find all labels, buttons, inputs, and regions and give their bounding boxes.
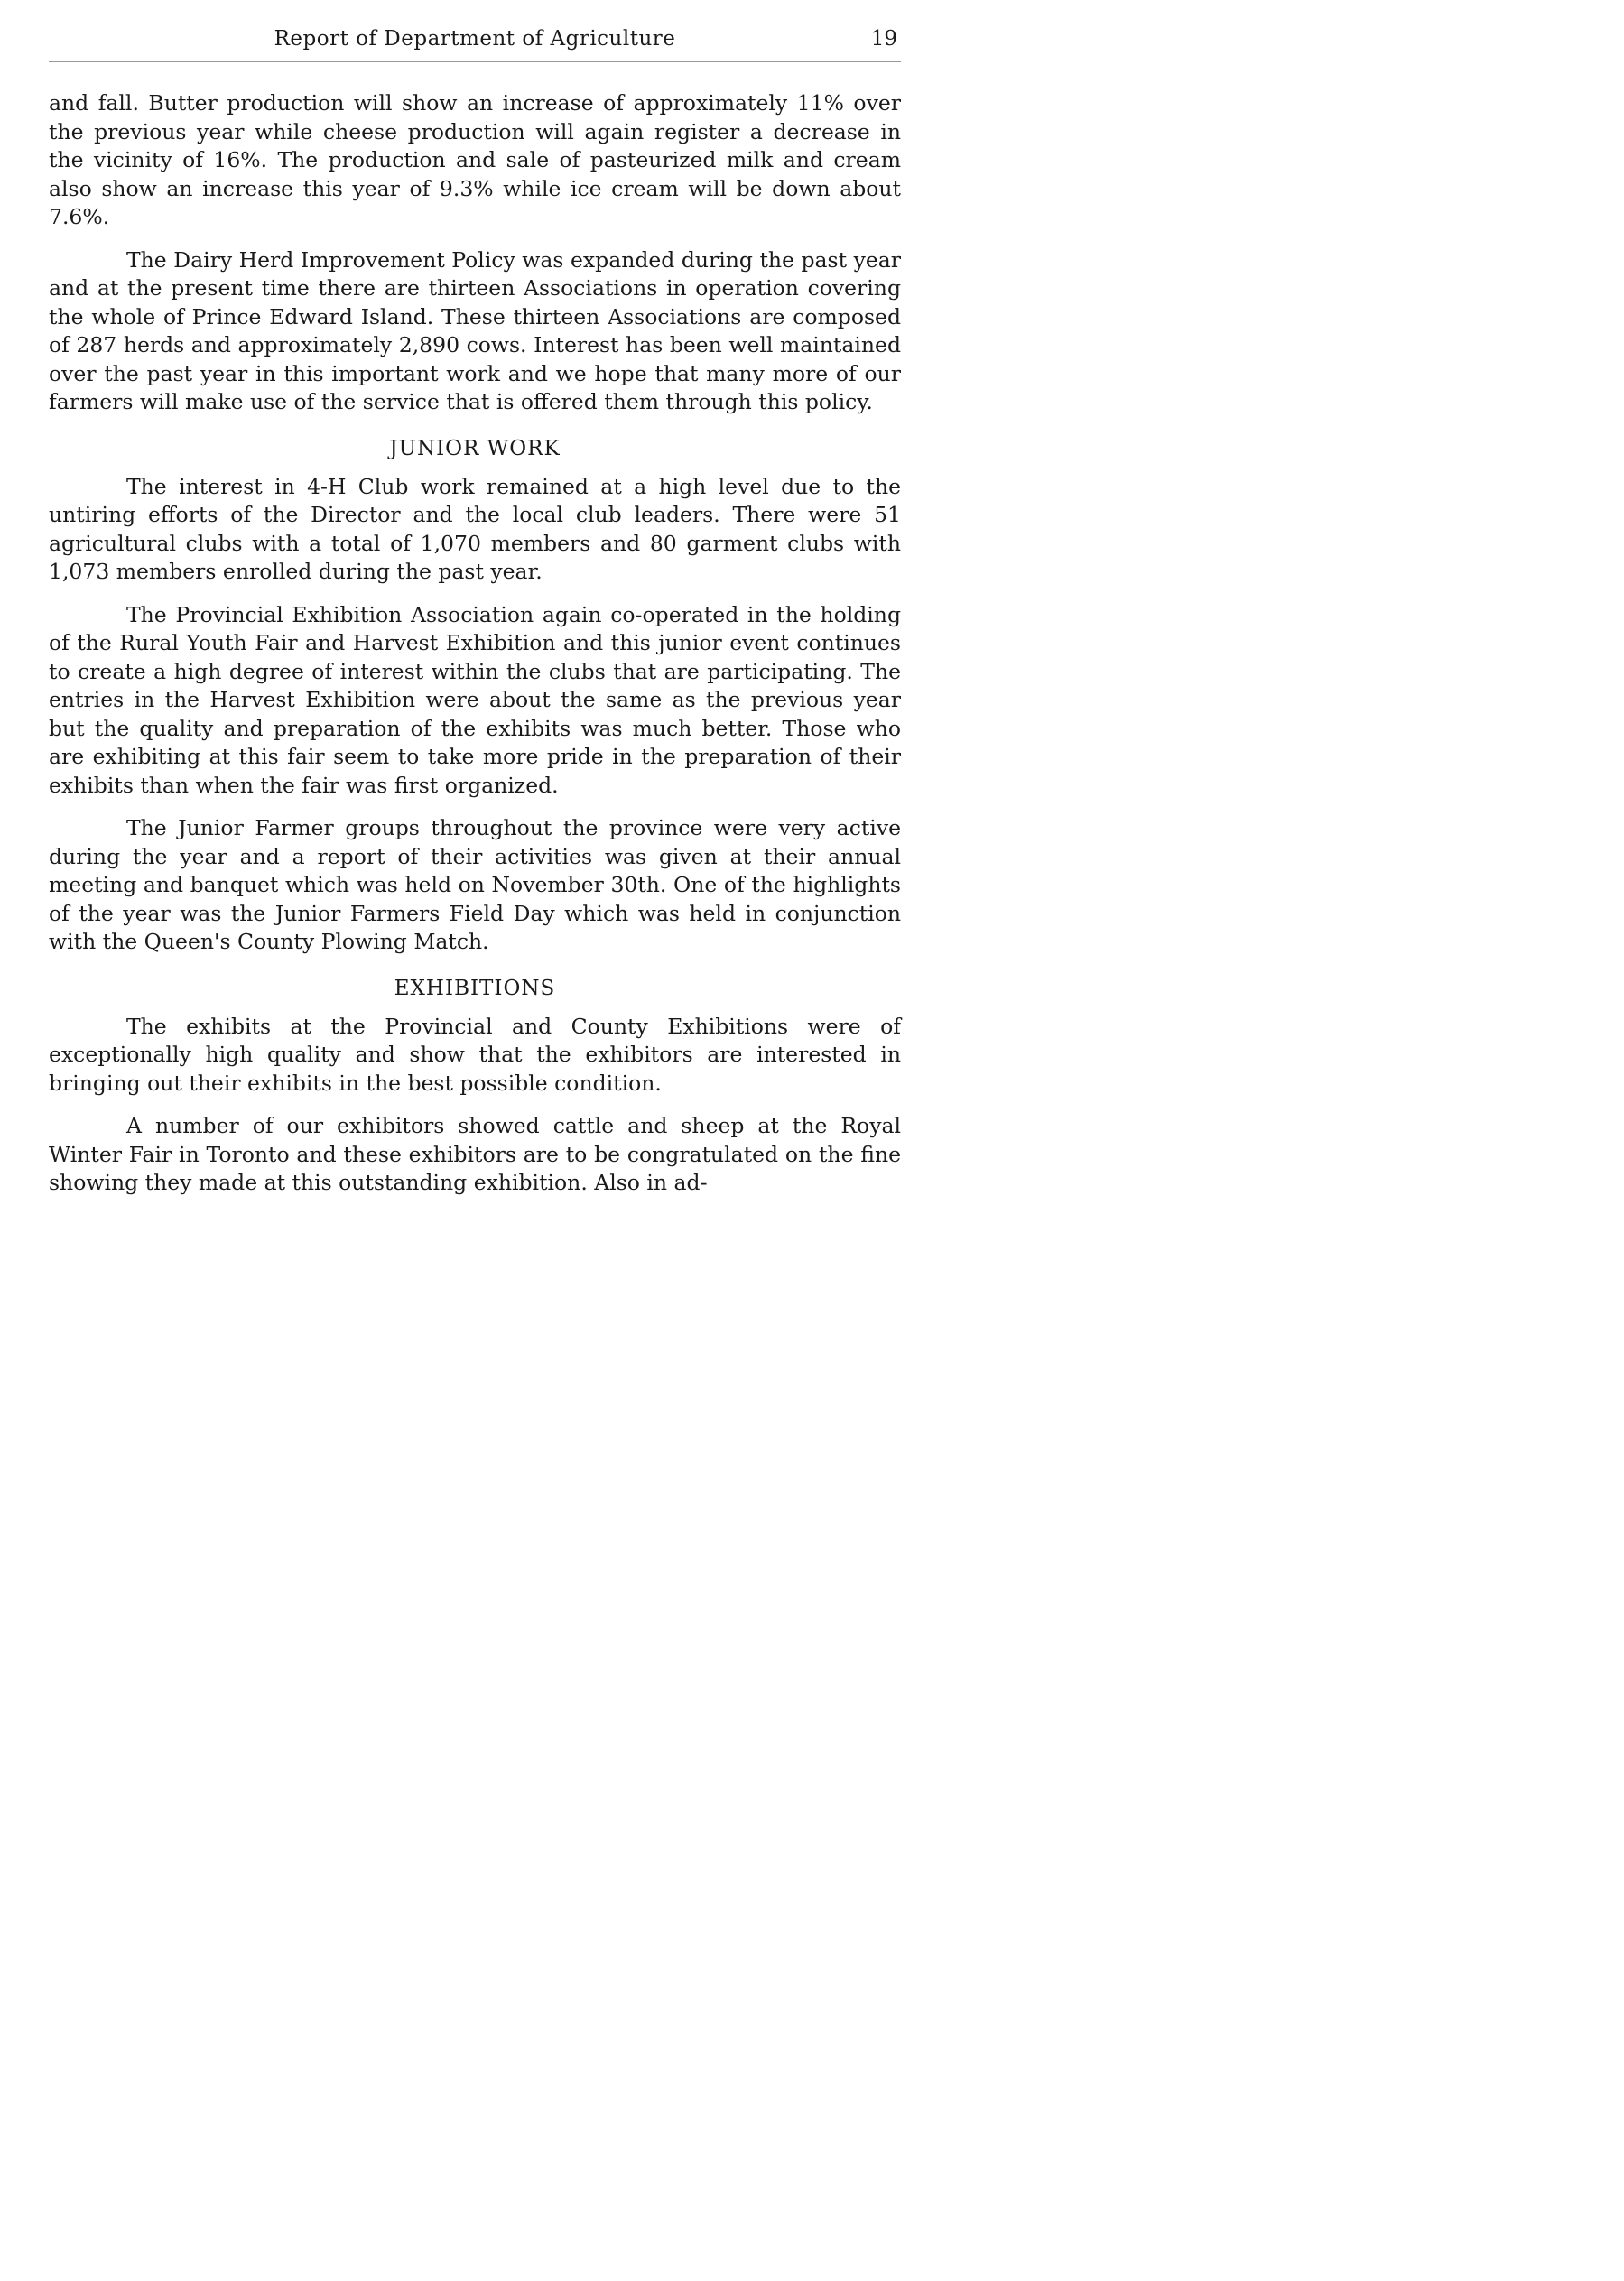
paragraph-rural-youth-fair: The Provincial Exhibition Association again co-operated in the holding of the Rural Youth Fair and Harvest Exhibition and this junior event continues to create a high degree of interest within the clubs that are participating. The entries in the Harvest Exhibition were about the same as the previous year but the quality and preparation of the exhibits was much better. Those who are exhibiting at this fair seem to take more pride in the preparation of their exhibits than when the fair was first organized. [49,601,901,798]
paragraph-provincial-exhibitions: The exhibits at the Provincial and County Exhibitions were of exceptionally high quality and show that the exhibitors are interested in bringing out their exhibits in the best possible condition. [49,1013,901,1096]
page-header [49,23,901,60]
paragraph-royal-winter-fair: A number of our exhibitors showed cattle and sheep at the Royal Winter Fair in Toronto and these exhibitors are to be congratulated on the fine showing they made at this outstanding exhibition. Also in ad- [49,1113,901,1195]
header-rule [49,61,901,62]
page-body [49,89,901,1212]
running-title: Report of Department of Agriculture [274,27,676,51]
paragraph-dairy-herd-policy: The Dairy Herd Improvement Policy was expanded during the past year and at the present time there are thirteen Associations in operation covering the whole of Prince Edward Island. These thirteen Associations are composed of 287 herds and approximately 2,890 cows. Interest has been well maintained over the past year in this important work and we hope that many more of our farmers will make use of the service that is offered them through this policy. [49,246,901,414]
section-heading-exhibitions: EXHIBITIONS [394,976,556,1000]
paragraph-junior-farmers: The Junior Farmer groups throughout the province were very active during the year and a report of their activities was given at their annual meeting and banquet which was held on November 30th. One of the highlights of the year was the Junior Farmers Field Day which was held in conjunction with the Queen's County Plowing Match. [49,815,901,954]
page-number: 19 [870,27,897,51]
section-heading-junior-work: JUNIOR WORK [389,436,561,460]
paragraph-dairy-production: and fall. Butter production will show an increase of approximately 11% over the previous year while cheese production will again register a decrease in the vicinity of 16%. The production and sale of pasteurized milk and cream also show an increase this year of 9.3% while ice cream will be down about 7.6%. [49,90,901,229]
paragraph-4h-clubs: The interest in 4-H Club work remained at a high level due to the untiring efforts of the Director and the local club leaders. There were 51 agricultural clubs with a total of 1,070 members and 80 garment clubs with 1,073 members enrolled during the past year. [49,473,901,584]
